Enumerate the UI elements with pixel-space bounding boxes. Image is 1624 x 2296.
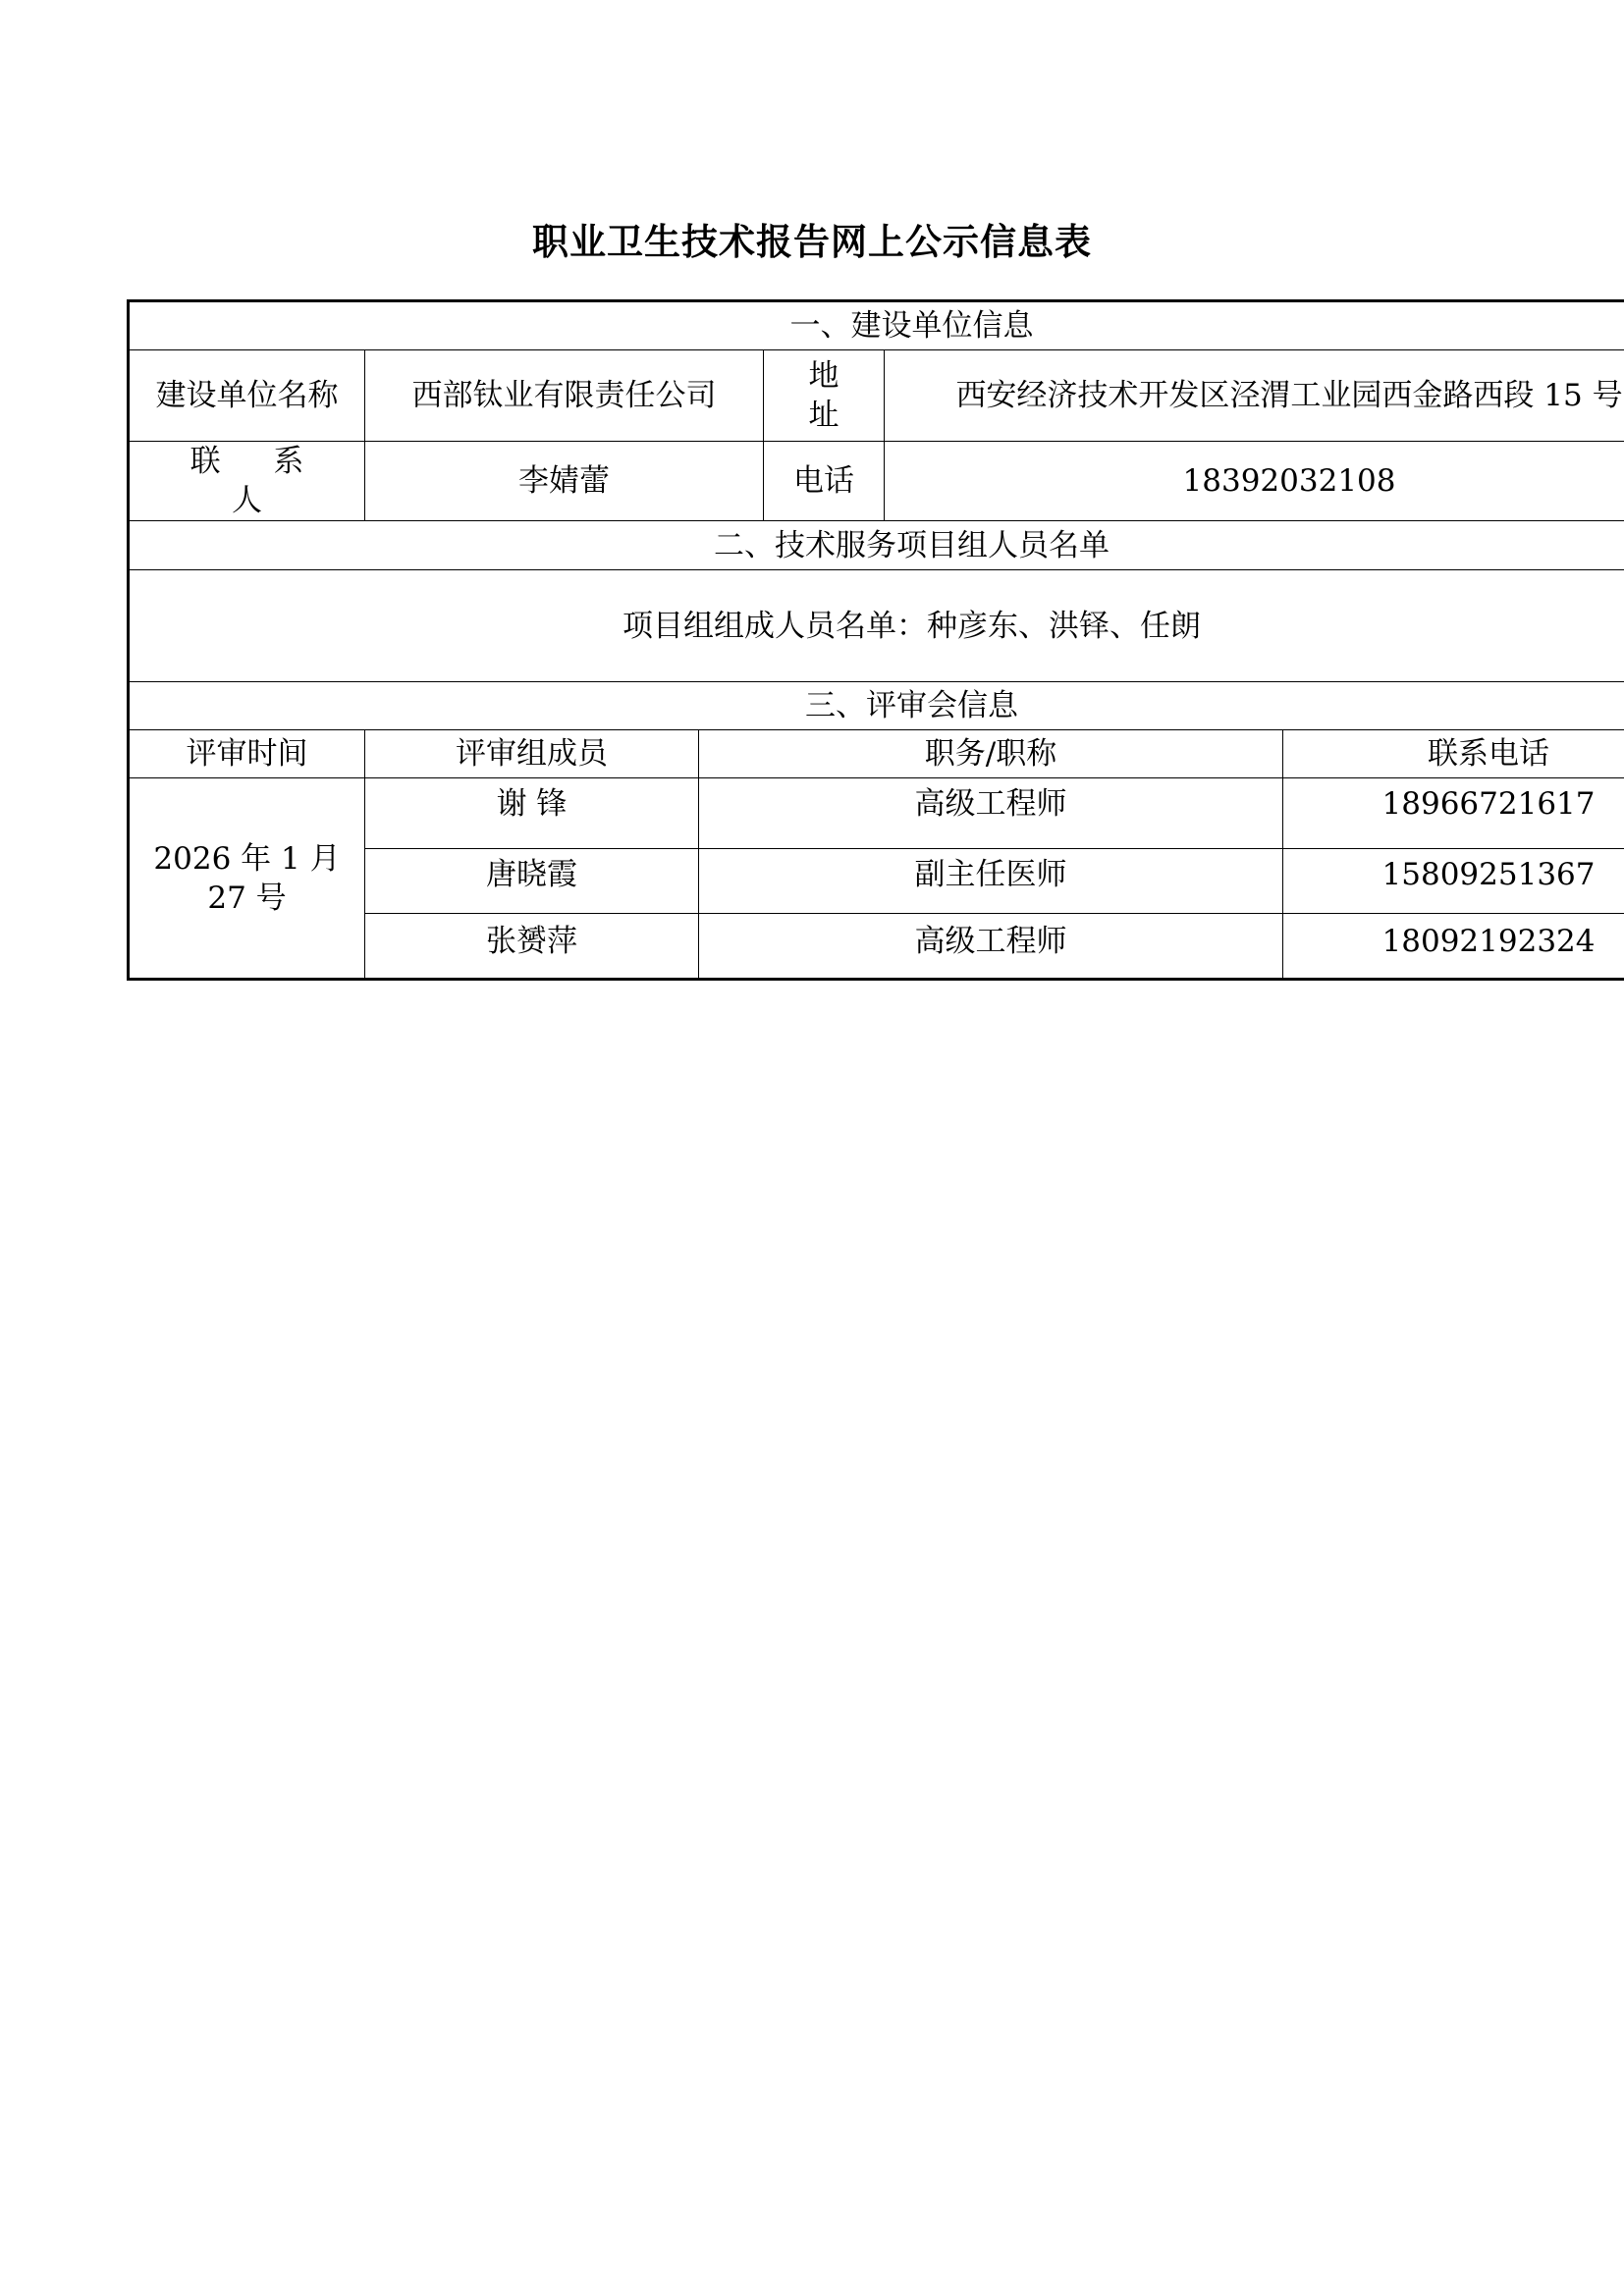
col-header-contact-phone: 联系电话 [1283, 730, 1624, 778]
review-member-title: 高级工程师 [699, 778, 1283, 849]
contact-row [129, 442, 1624, 521]
phone-value: 18392032108 [885, 442, 1624, 521]
section3-heading-row [129, 682, 1624, 730]
org-name-value: 西部钛业有限责任公司 [365, 350, 764, 442]
review-date: 2026 年 1 月 27 号 [129, 778, 365, 980]
contact-label: 联 系 人 [129, 442, 365, 521]
org-row [129, 350, 1624, 442]
section1-heading-row [129, 301, 1624, 350]
phone-label: 电话 [764, 442, 885, 521]
review-member-phone: 15809251367 [1283, 849, 1624, 914]
section2-heading-row [129, 521, 1624, 570]
section1-heading: 一、建设单位信息 [129, 301, 1624, 350]
review-header-row [129, 730, 1624, 778]
address-value: 西安经济技术开发区泾渭工业园西金路西段 15 号 [885, 350, 1624, 442]
review-member-name: 张赟萍 [365, 914, 699, 980]
info-table [127, 299, 1624, 981]
section2-heading: 二、技术服务项目组人员名单 [129, 521, 1624, 570]
members-row [129, 570, 1624, 682]
review-member-title: 副主任医师 [699, 849, 1283, 914]
org-name-label: 建设单位名称 [129, 350, 365, 442]
page-title: 职业卫生技术报告网上公示信息表 [532, 220, 1092, 263]
review-member-title: 高级工程师 [699, 914, 1283, 980]
col-header-review-member: 评审组成员 [365, 730, 699, 778]
contact-value: 李婧蕾 [365, 442, 764, 521]
review-member-phone: 18966721617 [1283, 778, 1624, 849]
col-header-review-time: 评审时间 [129, 730, 365, 778]
table-row [129, 778, 1624, 849]
section3-heading: 三、评审会信息 [129, 682, 1624, 730]
review-member-phone: 18092192324 [1283, 914, 1624, 980]
members-text: 项目组组成人员名单：种彦东、洪铎、任朗 [129, 570, 1624, 682]
address-label: 地 址 [764, 350, 885, 442]
review-member-name: 谢 锋 [365, 778, 699, 849]
col-header-job-title: 职务/职称 [699, 730, 1283, 778]
review-member-name: 唐晓霞 [365, 849, 699, 914]
